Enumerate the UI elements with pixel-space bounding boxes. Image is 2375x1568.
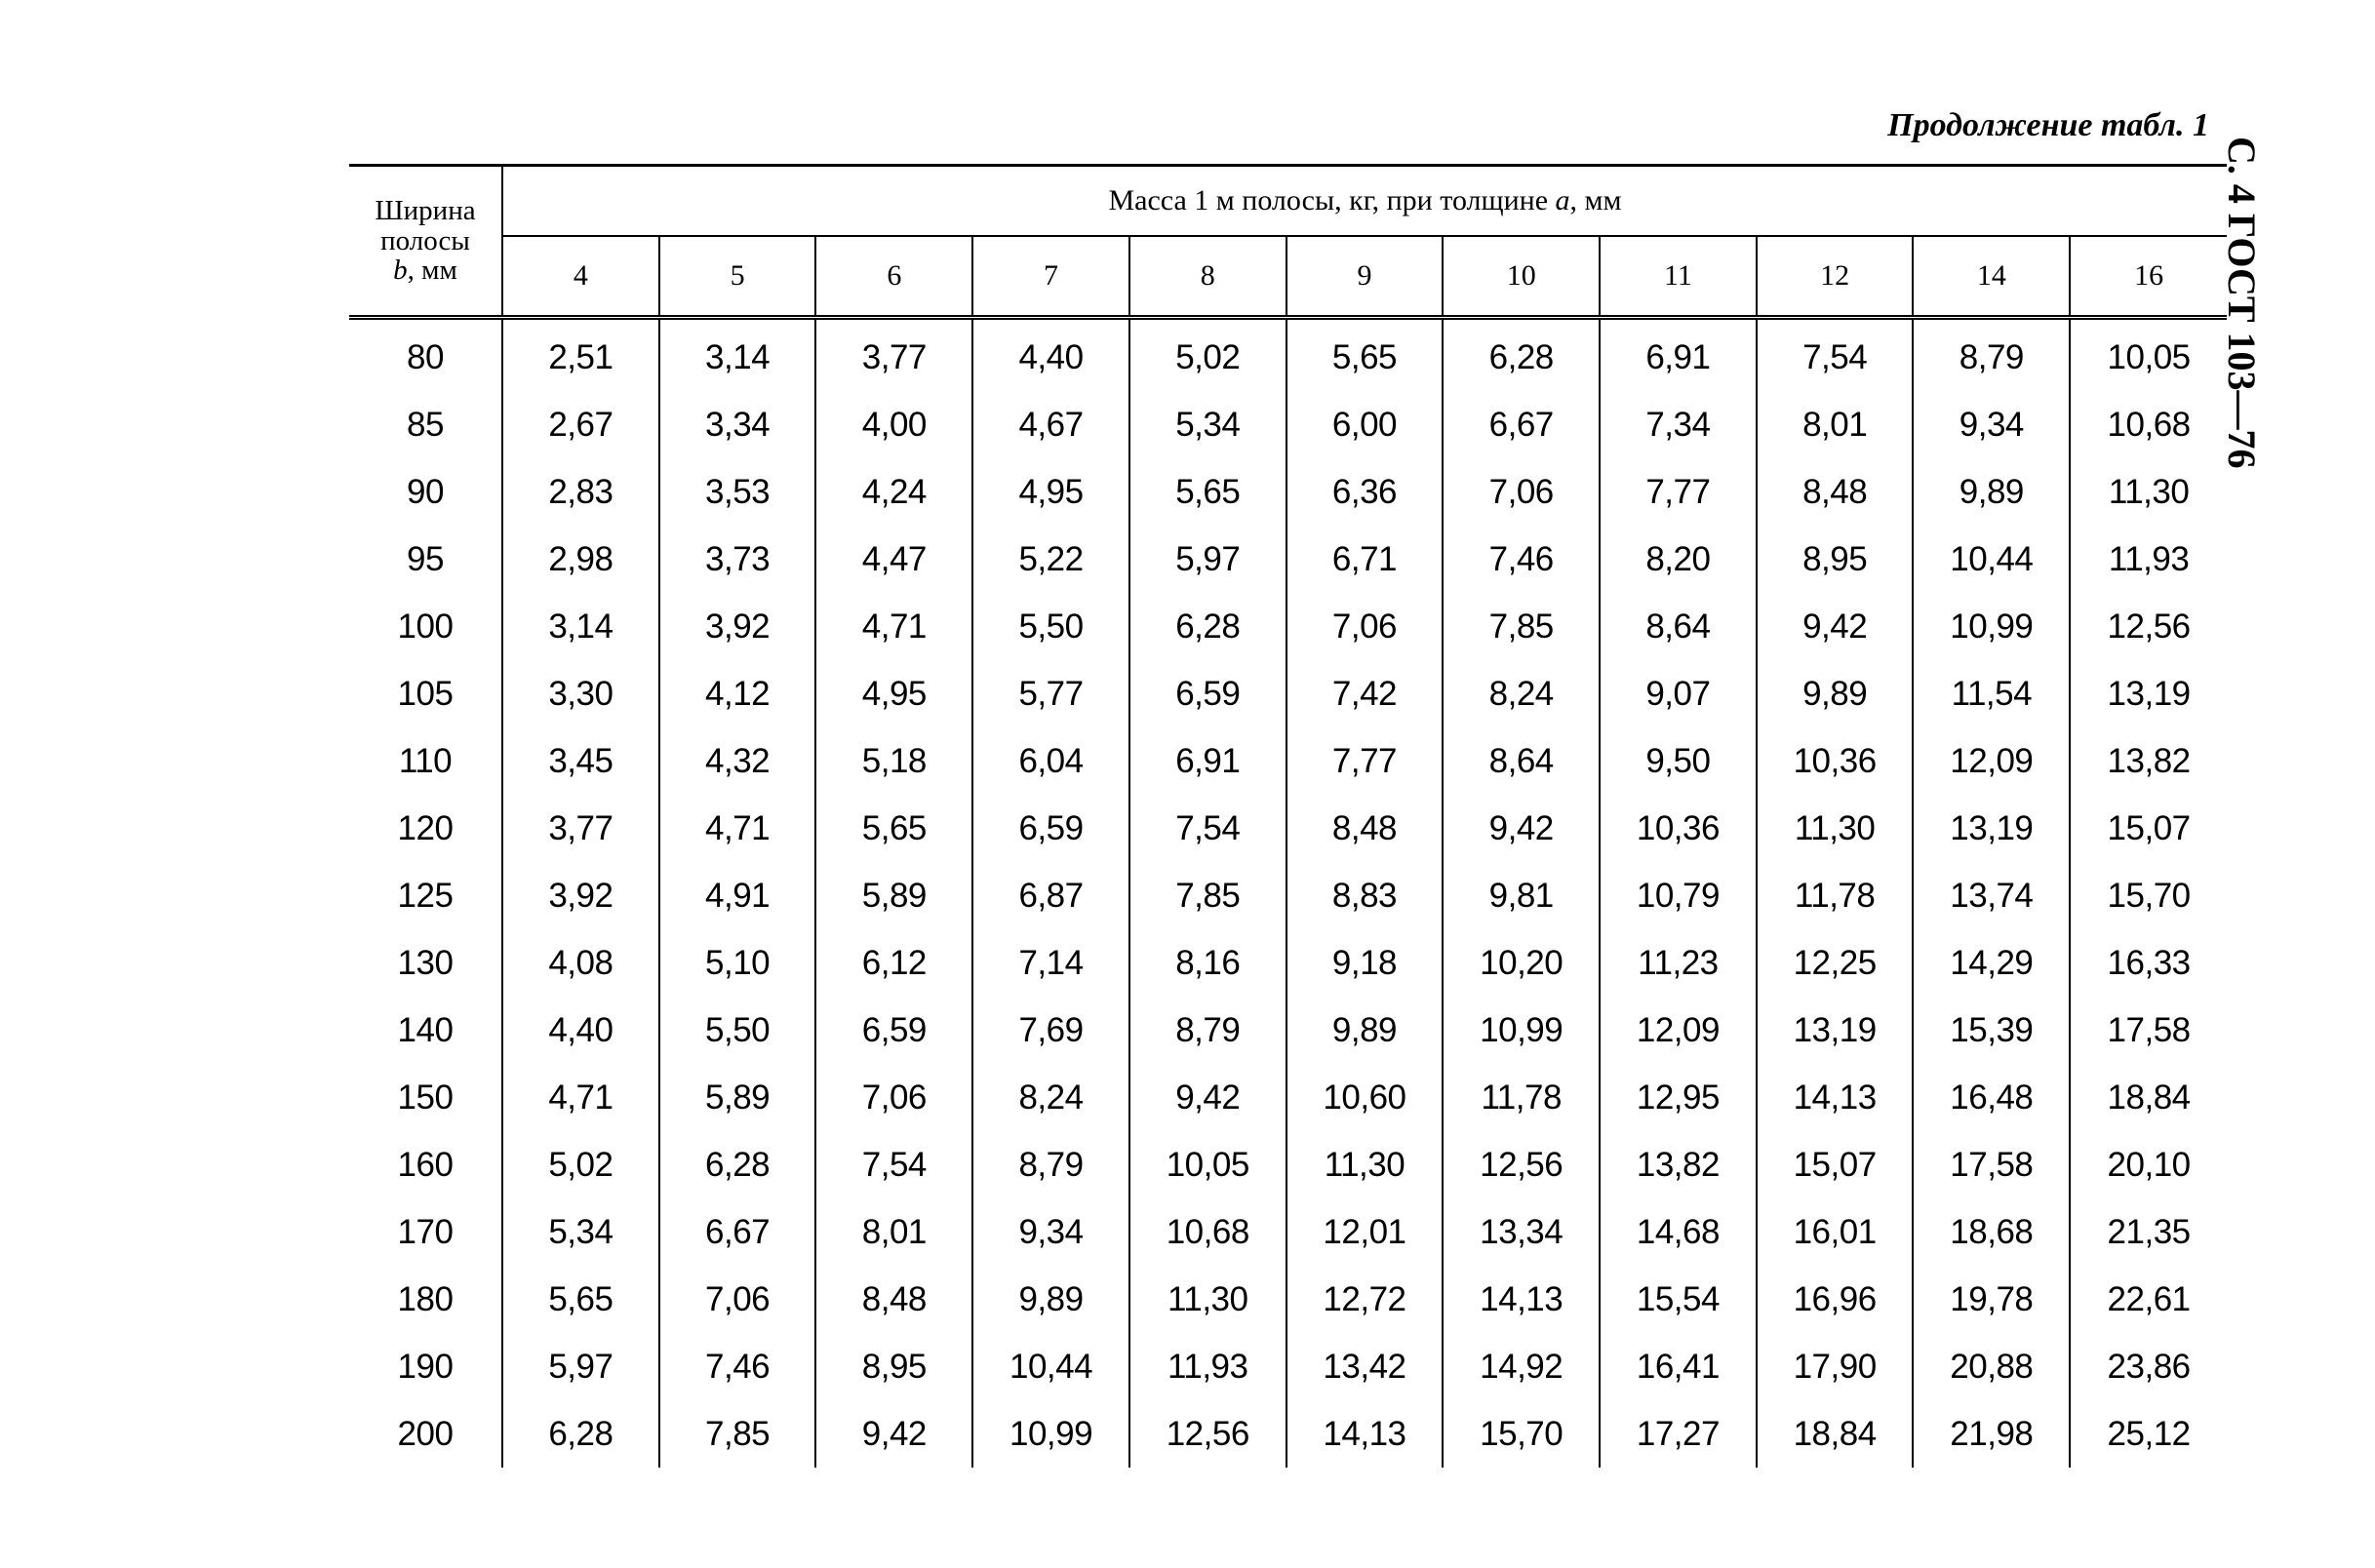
mass-value-cell: 10,36 bbox=[1757, 727, 1914, 795]
table-row bbox=[349, 1266, 2227, 1333]
mass-value-cell: 11,23 bbox=[1600, 929, 1757, 997]
mass-value-cell: 5,02 bbox=[1129, 318, 1286, 392]
mass-value-cell: 6,28 bbox=[1443, 318, 1600, 392]
mass-value-cell: 18,68 bbox=[1913, 1198, 2070, 1266]
mass-value-cell: 7,54 bbox=[815, 1131, 972, 1198]
mass-value-cell: 14,29 bbox=[1913, 929, 2070, 997]
mass-value-cell: 6,59 bbox=[972, 795, 1129, 862]
mass-value-cell: 3,77 bbox=[815, 318, 972, 392]
mass-value-cell: 8,95 bbox=[815, 1333, 972, 1400]
table-row bbox=[349, 1064, 2227, 1131]
mass-value-cell: 16,48 bbox=[1913, 1064, 2070, 1131]
mass-value-cell: 9,18 bbox=[1286, 929, 1444, 997]
mass-value-cell: 5,02 bbox=[548, 1145, 614, 1184]
mass-value-cell: 5,22 bbox=[972, 526, 1129, 593]
mass-value-cell: 7,42 bbox=[1286, 660, 1444, 727]
mass-value-cell: 11,93 bbox=[1129, 1333, 1286, 1400]
mass-value-cell: 7,85 bbox=[659, 1400, 816, 1468]
width-cell: 100 bbox=[349, 593, 502, 660]
mass-value-cell: 21,98 bbox=[1913, 1400, 2070, 1468]
thickness-variable: a bbox=[1555, 184, 1570, 216]
mass-value-cell: 4,71 bbox=[659, 795, 816, 862]
mass-value-cell: 17,90 bbox=[1757, 1333, 1914, 1400]
mass-value-cell: 10,68 bbox=[1129, 1198, 1286, 1266]
mass-value-cell: 9,34 bbox=[972, 1198, 1129, 1266]
table-row bbox=[349, 862, 2227, 929]
mass-value-cell: 5,77 bbox=[972, 660, 1129, 727]
mass-value-cell: 9,42 bbox=[815, 1400, 972, 1468]
mass-value-cell: 11,30 bbox=[1757, 795, 1914, 862]
width-cell: 85 bbox=[349, 391, 502, 458]
mass-value-cell: 13,74 bbox=[1913, 862, 2070, 929]
mass-value-cell: 9,50 bbox=[1600, 727, 1757, 795]
mass-value-cell: 12,25 bbox=[1757, 929, 1914, 997]
mass-value-cell: 11,30 bbox=[2070, 458, 2227, 526]
mass-value-cell: 9,07 bbox=[1600, 660, 1757, 727]
mass-value-cell: 9,89 bbox=[1286, 997, 1444, 1064]
mass-value-cell: 7,77 bbox=[1600, 458, 1757, 526]
mass-value-cell: 7,34 bbox=[1600, 391, 1757, 458]
width-cell: 200 bbox=[349, 1400, 502, 1468]
mass-value-cell: 12,72 bbox=[1286, 1266, 1444, 1333]
mass-value-cell: 2,67 bbox=[548, 405, 614, 444]
table-row bbox=[349, 1131, 2227, 1198]
mass-value-cell: 3,14 bbox=[548, 607, 614, 646]
mass-value-cell: 3,53 bbox=[659, 458, 816, 526]
mass-value-cell: 10,68 bbox=[2070, 391, 2227, 458]
table-row bbox=[349, 318, 2227, 392]
mass-value-cell: 8,48 bbox=[1757, 458, 1914, 526]
mass-value-cell: 5,10 bbox=[659, 929, 816, 997]
mass-value-cell: 10,05 bbox=[2070, 318, 2227, 392]
table-row bbox=[349, 1333, 2227, 1400]
mass-value-cell: 10,05 bbox=[1129, 1131, 1286, 1198]
mass-value-cell: 18,84 bbox=[2070, 1064, 2227, 1131]
mass-value-cell: 4,40 bbox=[548, 1010, 614, 1049]
mass-value-cell: 5,89 bbox=[815, 862, 972, 929]
mass-value-cell: 14,92 bbox=[1443, 1333, 1600, 1400]
width-cell: 80 bbox=[349, 318, 502, 392]
mass-value-cell: 23,86 bbox=[2070, 1333, 2227, 1400]
mass-value-cell: 9,89 bbox=[972, 1266, 1129, 1333]
mass-value-cell: 5,34 bbox=[548, 1212, 614, 1251]
table-body bbox=[349, 318, 2227, 1469]
mass-value-cell: 8,24 bbox=[1443, 660, 1600, 727]
thickness-header-cell: 4 bbox=[502, 236, 659, 318]
mass-value-cell: 9,42 bbox=[1757, 593, 1914, 660]
mass-value-cell: 13,19 bbox=[1913, 795, 2070, 862]
mass-value-cell: 3,92 bbox=[548, 876, 614, 915]
width-column-header bbox=[349, 166, 502, 318]
mass-value-cell: 3,77 bbox=[548, 808, 614, 847]
mass-value-cell: 7,85 bbox=[1129, 862, 1286, 929]
mass-value-cell: 2,83 bbox=[548, 472, 614, 511]
table-row bbox=[349, 458, 2227, 526]
mass-value-cell: 8,64 bbox=[1443, 727, 1600, 795]
width-cell: 110 bbox=[349, 727, 502, 795]
mass-value-cell: 7,06 bbox=[659, 1266, 816, 1333]
mass-value-cell: 4,32 bbox=[659, 727, 816, 795]
mass-value-cell: 10,44 bbox=[972, 1333, 1129, 1400]
width-cell: 130 bbox=[349, 929, 502, 997]
table-header-row-1 bbox=[349, 166, 2227, 237]
mass-value-cell: 5,65 bbox=[1129, 458, 1286, 526]
table-row bbox=[349, 1400, 2227, 1468]
mass-value-cell: 12,56 bbox=[1129, 1400, 1286, 1468]
mass-value-cell: 15,07 bbox=[2070, 795, 2227, 862]
mass-value-cell: 6,28 bbox=[659, 1131, 816, 1198]
width-cell: 140 bbox=[349, 997, 502, 1064]
mass-value-cell: 12,09 bbox=[1600, 997, 1757, 1064]
mass-value-cell: 9,34 bbox=[1913, 391, 2070, 458]
mass-table bbox=[349, 164, 2227, 1468]
thickness-header-row bbox=[349, 236, 2227, 318]
mass-value-cell: 11,93 bbox=[2070, 526, 2227, 593]
mass-value-cell: 5,65 bbox=[548, 1279, 614, 1318]
mass-value-cell: 13,42 bbox=[1286, 1333, 1444, 1400]
mass-value-cell: 8,64 bbox=[1600, 593, 1757, 660]
table-continuation-caption: Продолжение табл. 1 bbox=[1887, 107, 2209, 143]
mass-value-cell: 12,95 bbox=[1600, 1064, 1757, 1131]
mass-column-header bbox=[502, 166, 2227, 237]
mass-value-cell: 11,78 bbox=[1757, 862, 1914, 929]
mass-value-cell: 6,91 bbox=[1129, 727, 1286, 795]
mass-value-cell: 13,19 bbox=[2070, 660, 2227, 727]
mass-value-cell: 10,79 bbox=[1600, 862, 1757, 929]
mass-value-cell: 4,71 bbox=[548, 1078, 614, 1117]
width-cell: 120 bbox=[349, 795, 502, 862]
width-cell: 105 bbox=[349, 660, 502, 727]
width-header-line3 bbox=[349, 255, 501, 285]
mass-value-cell: 5,89 bbox=[659, 1064, 816, 1131]
mass-value-cell: 8,01 bbox=[1757, 391, 1914, 458]
mass-value-cell: 3,45 bbox=[548, 741, 614, 780]
mass-value-cell: 5,18 bbox=[815, 727, 972, 795]
mass-value-cell: 11,54 bbox=[1913, 660, 2070, 727]
mass-value-cell: 14,13 bbox=[1757, 1064, 1914, 1131]
mass-value-cell: 3,14 bbox=[659, 318, 816, 392]
mass-header-unit: , мм bbox=[1569, 184, 1622, 216]
mass-value-cell: 11,30 bbox=[1286, 1131, 1444, 1198]
mass-value-cell: 8,16 bbox=[1129, 929, 1286, 997]
table-row bbox=[349, 929, 2227, 997]
mass-value-cell: 22,61 bbox=[2070, 1266, 2227, 1333]
mass-value-cell: 6,91 bbox=[1600, 318, 1757, 392]
mass-value-cell: 3,34 bbox=[659, 391, 816, 458]
mass-value-cell: 9,42 bbox=[1443, 795, 1600, 862]
mass-value-cell: 4,67 bbox=[972, 391, 1129, 458]
table-row bbox=[349, 997, 2227, 1064]
page-side-header: С. 4 ГОСТ 103—76 bbox=[2220, 137, 2264, 469]
thickness-header-cell: 6 bbox=[815, 236, 972, 318]
mass-value-cell: 5,65 bbox=[1286, 318, 1444, 392]
mass-value-cell: 12,56 bbox=[2070, 593, 2227, 660]
mass-value-cell: 5,97 bbox=[548, 1347, 614, 1386]
mass-value-cell: 12,09 bbox=[1913, 727, 2070, 795]
mass-value-cell: 7,06 bbox=[815, 1064, 972, 1131]
mass-value-cell: 13,34 bbox=[1443, 1198, 1600, 1266]
mass-value-cell: 15,07 bbox=[1757, 1131, 1914, 1198]
mass-value-cell: 5,34 bbox=[1129, 391, 1286, 458]
mass-value-cell: 6,67 bbox=[659, 1198, 816, 1266]
mass-value-cell: 4,08 bbox=[548, 943, 614, 982]
mass-value-cell: 2,98 bbox=[548, 539, 614, 578]
mass-table-container bbox=[349, 164, 2227, 1468]
mass-value-cell: 8,48 bbox=[815, 1266, 972, 1333]
mass-value-cell: 11,30 bbox=[1129, 1266, 1286, 1333]
mass-value-cell: 6,71 bbox=[1286, 526, 1444, 593]
mass-value-cell: 20,10 bbox=[2070, 1131, 2227, 1198]
mass-value-cell: 16,41 bbox=[1600, 1333, 1757, 1400]
mass-value-cell: 10,99 bbox=[972, 1400, 1129, 1468]
mass-value-cell: 21,35 bbox=[2070, 1198, 2227, 1266]
mass-value-cell: 8,83 bbox=[1286, 862, 1444, 929]
mass-value-cell: 7,54 bbox=[1757, 318, 1914, 392]
mass-value-cell: 6,28 bbox=[548, 1414, 614, 1453]
table-row bbox=[349, 391, 2227, 458]
mass-value-cell: 10,20 bbox=[1443, 929, 1600, 997]
mass-value-cell: 7,46 bbox=[659, 1333, 816, 1400]
mass-value-cell: 3,92 bbox=[659, 593, 816, 660]
mass-value-cell: 3,30 bbox=[548, 674, 614, 713]
width-unit: , мм bbox=[407, 255, 457, 287]
thickness-header-cell: 12 bbox=[1757, 236, 1914, 318]
table-row bbox=[349, 727, 2227, 795]
mass-value-cell: 15,70 bbox=[2070, 862, 2227, 929]
mass-value-cell: 6,87 bbox=[972, 862, 1129, 929]
table-row bbox=[349, 593, 2227, 660]
mass-value-cell: 8,24 bbox=[972, 1064, 1129, 1131]
width-cell: 95 bbox=[349, 526, 502, 593]
mass-value-cell: 16,96 bbox=[1757, 1266, 1914, 1333]
mass-value-cell: 5,50 bbox=[659, 997, 816, 1064]
mass-value-cell: 4,47 bbox=[815, 526, 972, 593]
mass-value-cell: 9,81 bbox=[1443, 862, 1600, 929]
mass-value-cell: 16,33 bbox=[2070, 929, 2227, 997]
table-row bbox=[349, 795, 2227, 862]
mass-value-cell: 4,71 bbox=[815, 593, 972, 660]
mass-value-cell: 4,12 bbox=[659, 660, 816, 727]
mass-value-cell: 7,54 bbox=[1129, 795, 1286, 862]
mass-value-cell: 5,97 bbox=[1129, 526, 1286, 593]
mass-value-cell: 4,00 bbox=[815, 391, 972, 458]
mass-value-cell: 18,84 bbox=[1757, 1400, 1914, 1468]
mass-value-cell: 2,51 bbox=[548, 337, 614, 376]
mass-value-cell: 9,89 bbox=[1757, 660, 1914, 727]
mass-value-cell: 12,01 bbox=[1286, 1198, 1444, 1266]
mass-value-cell: 8,48 bbox=[1286, 795, 1444, 862]
mass-value-cell: 10,60 bbox=[1286, 1064, 1444, 1131]
mass-value-cell: 4,40 bbox=[972, 318, 1129, 392]
mass-value-cell: 7,06 bbox=[1443, 458, 1600, 526]
mass-header-text: Масса 1 м полосы, кг, при толщине bbox=[1108, 184, 1556, 216]
thickness-header-cell: 5 bbox=[659, 236, 816, 318]
width-cell: 180 bbox=[349, 1266, 502, 1333]
mass-value-cell: 6,59 bbox=[1129, 660, 1286, 727]
mass-value-cell: 17,58 bbox=[1913, 1131, 2070, 1198]
mass-value-cell: 25,12 bbox=[2070, 1400, 2227, 1468]
mass-value-cell: 9,42 bbox=[1129, 1064, 1286, 1131]
mass-value-cell: 10,99 bbox=[1913, 593, 2070, 660]
mass-value-cell: 8,95 bbox=[1757, 526, 1914, 593]
mass-value-cell: 7,69 bbox=[972, 997, 1129, 1064]
mass-value-cell: 6,04 bbox=[972, 727, 1129, 795]
thickness-header-cell: 16 bbox=[2070, 236, 2227, 318]
mass-value-cell: 7,85 bbox=[1443, 593, 1600, 660]
mass-value-cell: 10,99 bbox=[1443, 997, 1600, 1064]
mass-value-cell: 6,59 bbox=[815, 997, 972, 1064]
thickness-header-cell: 8 bbox=[1129, 236, 1286, 318]
mass-value-cell: 15,39 bbox=[1913, 997, 2070, 1064]
mass-value-cell: 14,13 bbox=[1286, 1400, 1444, 1468]
table-row bbox=[349, 1198, 2227, 1266]
thickness-header-cell: 10 bbox=[1443, 236, 1600, 318]
mass-value-cell: 7,14 bbox=[972, 929, 1129, 997]
mass-value-cell: 8,79 bbox=[1913, 318, 2070, 392]
mass-value-cell: 13,19 bbox=[1757, 997, 1914, 1064]
mass-value-cell: 13,82 bbox=[1600, 1131, 1757, 1198]
mass-value-cell: 17,58 bbox=[2070, 997, 2227, 1064]
mass-value-cell: 12,56 bbox=[1443, 1131, 1600, 1198]
mass-value-cell: 5,50 bbox=[972, 593, 1129, 660]
mass-value-cell: 6,12 bbox=[815, 929, 972, 997]
thickness-header-cell: 11 bbox=[1600, 236, 1757, 318]
mass-value-cell: 6,36 bbox=[1286, 458, 1444, 526]
mass-value-cell: 4,95 bbox=[972, 458, 1129, 526]
mass-value-cell: 3,73 bbox=[659, 526, 816, 593]
thickness-header-cell: 9 bbox=[1286, 236, 1444, 318]
width-variable: b bbox=[393, 255, 408, 287]
mass-value-cell: 16,01 bbox=[1757, 1198, 1914, 1266]
mass-value-cell: 5,65 bbox=[815, 795, 972, 862]
mass-value-cell: 8,01 bbox=[815, 1198, 972, 1266]
width-header-line2: полосы bbox=[380, 224, 470, 256]
table-row bbox=[349, 660, 2227, 727]
mass-value-cell: 4,24 bbox=[815, 458, 972, 526]
width-cell: 170 bbox=[349, 1198, 502, 1266]
mass-value-cell: 4,95 bbox=[815, 660, 972, 727]
width-cell: 190 bbox=[349, 1333, 502, 1400]
mass-value-cell: 8,20 bbox=[1600, 526, 1757, 593]
mass-value-cell: 7,46 bbox=[1443, 526, 1600, 593]
mass-value-cell: 6,28 bbox=[1129, 593, 1286, 660]
width-cell: 90 bbox=[349, 458, 502, 526]
mass-value-cell: 7,77 bbox=[1286, 727, 1444, 795]
mass-value-cell: 15,70 bbox=[1443, 1400, 1600, 1468]
mass-value-cell: 17,27 bbox=[1600, 1400, 1757, 1468]
thickness-header-cell: 14 bbox=[1913, 236, 2070, 318]
mass-value-cell: 4,91 bbox=[659, 862, 816, 929]
width-cell: 125 bbox=[349, 862, 502, 929]
mass-value-cell: 7,06 bbox=[1286, 593, 1444, 660]
mass-value-cell: 9,89 bbox=[1913, 458, 2070, 526]
mass-value-cell: 10,44 bbox=[1913, 526, 2070, 593]
thickness-header-cell: 7 bbox=[972, 236, 1129, 318]
mass-value-cell: 11,78 bbox=[1443, 1064, 1600, 1131]
mass-value-cell: 8,79 bbox=[1129, 997, 1286, 1064]
table-row bbox=[349, 526, 2227, 593]
mass-value-cell: 15,54 bbox=[1600, 1266, 1757, 1333]
mass-value-cell: 13,82 bbox=[2070, 727, 2227, 795]
mass-value-cell: 14,13 bbox=[1443, 1266, 1600, 1333]
mass-value-cell: 20,88 bbox=[1913, 1333, 2070, 1400]
mass-value-cell: 6,67 bbox=[1443, 391, 1600, 458]
width-cell: 150 bbox=[349, 1064, 502, 1131]
width-header-line1: Ширина bbox=[375, 195, 476, 227]
mass-value-cell: 8,79 bbox=[972, 1131, 1129, 1198]
mass-value-cell: 19,78 bbox=[1913, 1266, 2070, 1333]
width-cell: 160 bbox=[349, 1131, 502, 1198]
mass-value-cell: 10,36 bbox=[1600, 795, 1757, 862]
mass-value-cell: 6,00 bbox=[1286, 391, 1444, 458]
mass-value-cell: 14,68 bbox=[1600, 1198, 1757, 1266]
